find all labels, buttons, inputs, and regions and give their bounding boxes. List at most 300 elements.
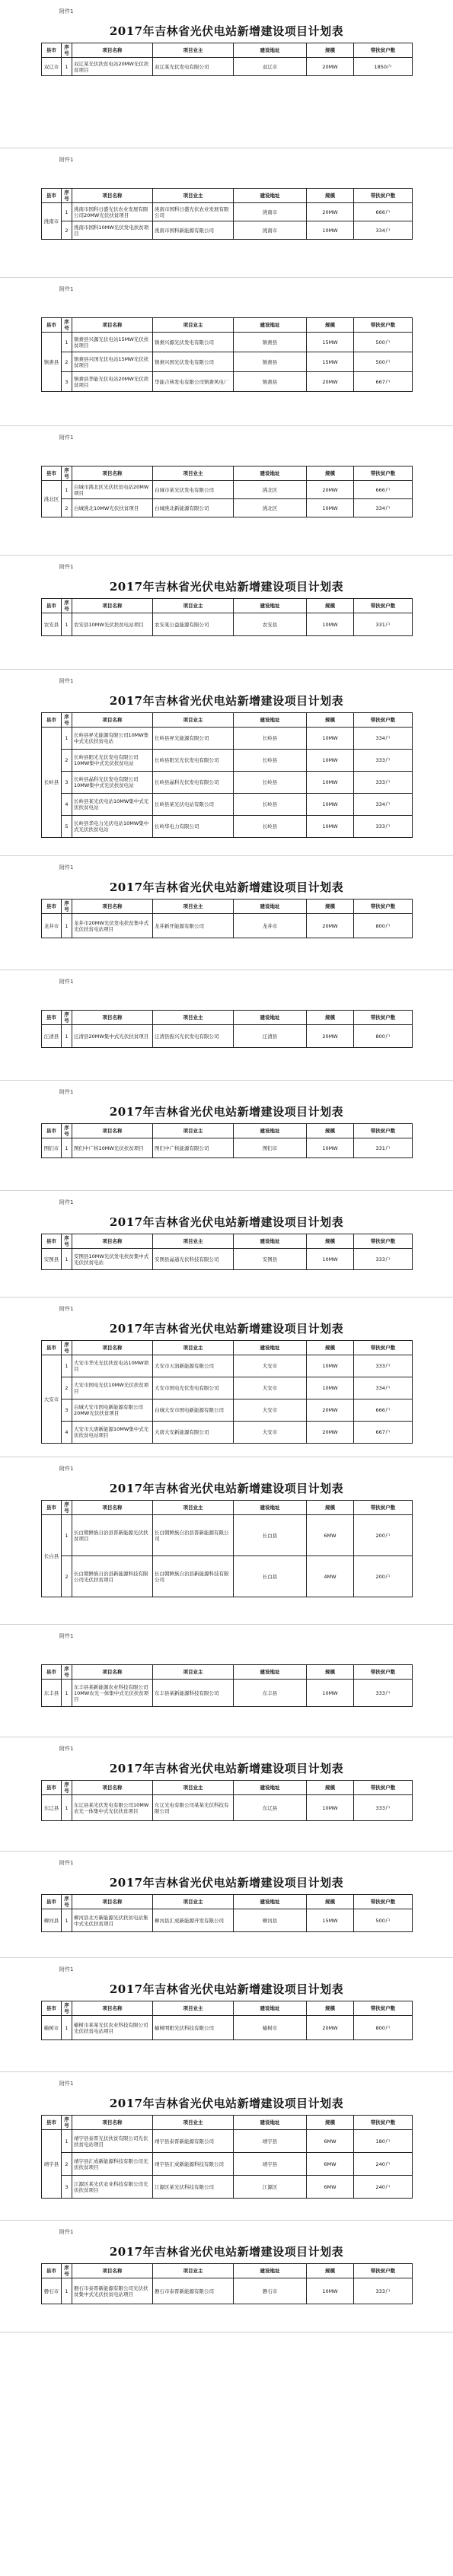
project-name: 图们中广核10MW光伏扶贫项目 bbox=[72, 1138, 153, 1158]
build-site: 镇赉县 bbox=[234, 352, 307, 372]
project-name: 榆树市某某光伏农业科技有限公司光伏扶贫电站项目 bbox=[72, 2016, 153, 2040]
project-name: 镇赉县兴源光伏电站15MW光伏扶贫项目 bbox=[72, 333, 153, 352]
project-owner: 白城洮北新能源有限公司 bbox=[153, 499, 234, 517]
header-county: 县市 bbox=[42, 2264, 62, 2278]
project-owner: 大安市国电光伏发电有限公司 bbox=[153, 1377, 234, 1399]
build-site: 靖宇县 bbox=[234, 2130, 307, 2153]
build-site: 长白县 bbox=[234, 1556, 307, 1597]
project-owner: 长岭县晶科光伏发电有限公司 bbox=[153, 772, 234, 794]
header-scale: 规模 bbox=[307, 599, 354, 613]
build-site: 长岭县 bbox=[234, 750, 307, 772]
table-row bbox=[42, 1422, 413, 1444]
table-row bbox=[42, 499, 413, 517]
table-row bbox=[42, 481, 413, 499]
plan-section bbox=[0, 970, 453, 1081]
page-title: 2017年吉林省光伏电站新增建设项目计划表 bbox=[109, 694, 344, 708]
table-header-row bbox=[42, 189, 413, 203]
households: 334户 bbox=[354, 221, 413, 240]
plan-table bbox=[41, 188, 413, 240]
header-project: 项目名称 bbox=[72, 1665, 153, 1680]
header-households: 带扶贫户数 bbox=[354, 1501, 413, 1515]
capacity: 6MW bbox=[307, 1515, 354, 1556]
table-row bbox=[42, 1138, 413, 1158]
plan-table bbox=[41, 1894, 413, 1932]
project-owner: 洮南市国科日盛光伏农业发展有限公司 bbox=[153, 203, 234, 221]
header-site: 建设地址 bbox=[234, 900, 307, 914]
header-county: 县市 bbox=[42, 1234, 62, 1249]
header-site: 建设地址 bbox=[234, 1665, 307, 1680]
build-site: 长岭县 bbox=[234, 772, 307, 794]
header-households: 带扶贫户数 bbox=[354, 2001, 413, 2016]
households: 333户 bbox=[354, 750, 413, 772]
header-households: 带扶贫户数 bbox=[354, 1341, 413, 1355]
table-header-row bbox=[42, 1124, 413, 1138]
plan-table bbox=[41, 1010, 413, 1048]
page-title: 2017年吉林省光伏电站新增建设项目计划表 bbox=[109, 880, 344, 894]
households: 500户 bbox=[354, 352, 413, 372]
project-owner: 柳河县汇成新能源开发有限公司 bbox=[153, 1909, 234, 1932]
header-project: 项目名称 bbox=[72, 1124, 153, 1138]
plan-section bbox=[0, 856, 453, 970]
project-name: 靖宇县泰晋光伏扶贫有限公司光伏扶贫电站项目 bbox=[72, 2130, 153, 2153]
table-header-row bbox=[42, 1011, 413, 1025]
header-households: 带扶贫户数 bbox=[354, 713, 413, 728]
project-owner: 江源区某光伏科技有限公司 bbox=[153, 2176, 234, 2199]
row-number: 1 bbox=[62, 613, 72, 636]
row-number: 1 bbox=[62, 58, 72, 76]
plan-section bbox=[0, 0, 453, 148]
table-row bbox=[42, 1680, 413, 1707]
households: 334户 bbox=[354, 499, 413, 517]
table-row bbox=[42, 2153, 413, 2176]
header-scale: 规模 bbox=[307, 318, 354, 333]
capacity: 10MW bbox=[307, 1138, 354, 1158]
table-header-row bbox=[42, 2001, 413, 2016]
county-cell: 大安市 bbox=[42, 1355, 62, 1444]
page-title: 2017年吉林省光伏电站新增建设项目计划表 bbox=[109, 1482, 344, 1495]
row-number: 2 bbox=[62, 1556, 72, 1597]
plan-section bbox=[0, 278, 453, 426]
capacity: 10MW bbox=[307, 1249, 354, 1270]
annex-label: 附件1 bbox=[59, 1966, 74, 1973]
build-site: 汪清县 bbox=[234, 1025, 307, 1048]
capacity: 10MW bbox=[307, 794, 354, 816]
build-site: 榆树市 bbox=[234, 2016, 307, 2040]
plan-table bbox=[41, 1664, 413, 1707]
header-scale: 规模 bbox=[307, 43, 354, 58]
table-header-row bbox=[42, 1341, 413, 1355]
plan-table bbox=[41, 712, 413, 838]
county-cell: 双辽市 bbox=[42, 58, 62, 76]
row-number: 1 bbox=[62, 333, 72, 352]
project-owner: 靖宇县汇成新能源科技有限公司 bbox=[153, 2153, 234, 2176]
households: 800户 bbox=[354, 2016, 413, 2040]
row-number: 2 bbox=[62, 221, 72, 240]
county-cell: 东丰县 bbox=[42, 1680, 62, 1707]
capacity: 10MW bbox=[307, 613, 354, 636]
page-title: 2017年吉林省光伏电站新增建设项目计划表 bbox=[109, 1215, 344, 1229]
households: 200户 bbox=[354, 1515, 413, 1556]
header-project: 项目名称 bbox=[72, 1895, 153, 1909]
header-project: 项目名称 bbox=[72, 466, 153, 481]
table-row bbox=[42, 1249, 413, 1270]
plan-table bbox=[41, 2263, 413, 2304]
capacity: 20MW bbox=[307, 372, 354, 392]
project-name: 农安县10MW光伏扶贫电站项目 bbox=[72, 613, 153, 636]
annex-label: 附件1 bbox=[59, 1860, 74, 1866]
capacity: 15MW bbox=[307, 352, 354, 372]
header-households: 带扶贫户数 bbox=[354, 599, 413, 613]
project-owner: 磐石市泰晋新能源有限公司 bbox=[153, 2278, 234, 2304]
county-cell: 东辽县 bbox=[42, 1795, 62, 1821]
table-row bbox=[42, 728, 413, 750]
households: 666户 bbox=[354, 481, 413, 499]
capacity: 20MW bbox=[307, 914, 354, 938]
plan-section bbox=[0, 1298, 453, 1457]
table-row bbox=[42, 1795, 413, 1821]
project-owner: 镇赉兴源光伏发电有限公司 bbox=[153, 333, 234, 352]
header-scale: 规模 bbox=[307, 1781, 354, 1795]
county-cell: 长岭县 bbox=[42, 728, 62, 838]
row-number: 1 bbox=[62, 2016, 72, 2040]
plan-section bbox=[0, 2221, 453, 2332]
row-number: 1 bbox=[62, 1138, 72, 1158]
header-scale: 规模 bbox=[307, 1665, 354, 1680]
households: 500户 bbox=[354, 333, 413, 352]
build-site: 大安市 bbox=[234, 1377, 307, 1399]
capacity: 20MW bbox=[307, 1422, 354, 1444]
header-owner: 项目业主 bbox=[153, 1011, 234, 1025]
table-row bbox=[42, 1556, 413, 1597]
build-site: 大安市 bbox=[234, 1399, 307, 1422]
table-row bbox=[42, 2016, 413, 2040]
county-cell: 磐石市 bbox=[42, 2278, 62, 2304]
row-number: 1 bbox=[62, 1025, 72, 1048]
plan-section bbox=[0, 1191, 453, 1298]
project-owner: 汪清县振兴光伏发电有限公司 bbox=[153, 1025, 234, 1048]
page-title: 2017年吉林省光伏电站新增建设项目计划表 bbox=[109, 2097, 344, 2110]
header-project: 项目名称 bbox=[72, 713, 153, 728]
plan-section bbox=[0, 1958, 453, 2072]
households: 666户 bbox=[354, 203, 413, 221]
header-owner: 项目业主 bbox=[153, 189, 234, 203]
annex-label: 附件1 bbox=[59, 2229, 74, 2235]
header-owner: 项目业主 bbox=[153, 2116, 234, 2130]
row-number: 5 bbox=[62, 816, 72, 838]
header-scale: 规模 bbox=[307, 1011, 354, 1025]
header-project: 项目名称 bbox=[72, 189, 153, 203]
capacity: 10MW bbox=[307, 221, 354, 240]
capacity: 15MW bbox=[307, 1909, 354, 1932]
project-owner: 长岭华电力有限公司 bbox=[153, 816, 234, 838]
header-no: 序号 bbox=[62, 1781, 72, 1795]
capacity: 20MW bbox=[307, 481, 354, 499]
page-title: 2017年吉林省光伏电站新增建设项目计划表 bbox=[109, 1105, 344, 1119]
header-no: 序号 bbox=[62, 900, 72, 914]
row-number: 3 bbox=[62, 372, 72, 392]
header-households: 带扶贫户数 bbox=[354, 466, 413, 481]
households: 331户 bbox=[354, 613, 413, 636]
header-households: 带扶贫户数 bbox=[354, 1011, 413, 1025]
project-owner: 白城市某光伏发电有限公司 bbox=[153, 481, 234, 499]
project-name: 长岭县某光伏电站10MW集中式光伏扶贫电站 bbox=[72, 794, 153, 816]
project-name: 白城洮北10MW光伏扶贫项目 bbox=[72, 499, 153, 517]
annex-label: 附件1 bbox=[59, 8, 74, 14]
row-number: 1 bbox=[62, 1249, 72, 1270]
table-row bbox=[42, 352, 413, 372]
header-site: 建设地址 bbox=[234, 1124, 307, 1138]
annex-label: 附件1 bbox=[59, 865, 74, 871]
header-owner: 项目业主 bbox=[153, 713, 234, 728]
plan-section bbox=[0, 1081, 453, 1191]
households: 334户 bbox=[354, 728, 413, 750]
table-row bbox=[42, 1515, 413, 1556]
project-name: 长岭县晶科光伏发电有限公司10MW集中式光伏扶贫电站 bbox=[72, 772, 153, 794]
header-owner: 项目业主 bbox=[153, 318, 234, 333]
header-project: 项目名称 bbox=[72, 2001, 153, 2016]
table-row bbox=[42, 794, 413, 816]
project-owner: 长岭县阳光光伏发电有限公司 bbox=[153, 750, 234, 772]
build-site: 农安县 bbox=[234, 613, 307, 636]
header-site: 建设地址 bbox=[234, 1501, 307, 1515]
county-cell: 安图县 bbox=[42, 1249, 62, 1270]
row-number: 1 bbox=[62, 914, 72, 938]
project-owner: 榆树明阳光伏科技有限公司 bbox=[153, 2016, 234, 2040]
header-county: 县市 bbox=[42, 2116, 62, 2130]
row-number: 1 bbox=[62, 203, 72, 221]
project-owner: 大唐大安新能源有限公司 bbox=[153, 1422, 234, 1444]
capacity: 20MW bbox=[307, 1399, 354, 1422]
table-header-row bbox=[42, 1665, 413, 1680]
capacity: 4MW bbox=[307, 1556, 354, 1597]
page-title: 2017年吉林省光伏电站新增建设项目计划表 bbox=[109, 2245, 344, 2259]
row-number: 2 bbox=[62, 499, 72, 517]
header-households: 带扶贫户数 bbox=[354, 318, 413, 333]
row-number: 1 bbox=[62, 1795, 72, 1821]
header-owner: 项目业主 bbox=[153, 1781, 234, 1795]
plan-section bbox=[0, 426, 453, 556]
row-number: 1 bbox=[62, 2130, 72, 2153]
plan-table bbox=[41, 1234, 413, 1270]
header-county: 县市 bbox=[42, 1124, 62, 1138]
table-header-row bbox=[42, 318, 413, 333]
table-row bbox=[42, 772, 413, 794]
capacity: 15MW bbox=[307, 333, 354, 352]
header-no: 序号 bbox=[62, 2264, 72, 2278]
header-scale: 规模 bbox=[307, 2264, 354, 2278]
header-project: 项目名称 bbox=[72, 1341, 153, 1355]
plan-table bbox=[41, 1780, 413, 1821]
annex-label: 附件1 bbox=[59, 1199, 74, 1205]
header-no: 序号 bbox=[62, 318, 72, 333]
header-households: 带扶贫户数 bbox=[354, 1895, 413, 1909]
header-county: 县市 bbox=[42, 599, 62, 613]
project-owner: 龙井新开能源有限公司 bbox=[153, 914, 234, 938]
table-row bbox=[42, 203, 413, 221]
build-site: 安图县 bbox=[234, 1249, 307, 1270]
table-row bbox=[42, 2176, 413, 2199]
households: 666户 bbox=[354, 1399, 413, 1422]
project-name: 龙井市20MW光伏发电扶贫集中式光伏扶贫电站项目 bbox=[72, 914, 153, 938]
header-owner: 项目业主 bbox=[153, 1665, 234, 1680]
table-row bbox=[42, 1399, 413, 1422]
row-number: 1 bbox=[62, 1909, 72, 1932]
row-number: 2 bbox=[62, 750, 72, 772]
header-owner: 项目业主 bbox=[153, 43, 234, 58]
build-site: 洮南市 bbox=[234, 221, 307, 240]
annex-label: 附件1 bbox=[59, 1633, 74, 1639]
project-owner: 东丰县某新能源科技有限公司 bbox=[153, 1680, 234, 1707]
build-site: 长岭县 bbox=[234, 728, 307, 750]
header-households: 带扶贫户数 bbox=[354, 1781, 413, 1795]
project-owner: 靖宇县泰晋新能源有限公司 bbox=[153, 2130, 234, 2153]
plan-table bbox=[41, 1340, 413, 1444]
build-site: 长岭县 bbox=[234, 794, 307, 816]
table-row bbox=[42, 613, 413, 636]
capacity: 10MW bbox=[307, 1795, 354, 1821]
build-site: 大安市 bbox=[234, 1422, 307, 1444]
households: 333户 bbox=[354, 816, 413, 838]
annex-label: 附件1 bbox=[59, 435, 74, 441]
table-header-row bbox=[42, 2264, 413, 2278]
row-number: 1 bbox=[62, 1680, 72, 1707]
row-number: 1 bbox=[62, 1355, 72, 1377]
annex-label: 附件1 bbox=[59, 286, 74, 292]
county-cell: 镇赉县 bbox=[42, 333, 62, 392]
header-households: 带扶贫户数 bbox=[354, 43, 413, 58]
project-name: 镇赉县兴国光伏电站15MW光伏扶贫项目 bbox=[72, 352, 153, 372]
header-project: 项目名称 bbox=[72, 318, 153, 333]
project-name: 双辽某光伏扶贫电站20MW光伏扶贫项目 bbox=[72, 58, 153, 76]
header-county: 县市 bbox=[42, 318, 62, 333]
header-households: 带扶贫户数 bbox=[354, 1665, 413, 1680]
project-name: 柳河县北方新能源光伏扶贫电站集中式光伏扶贫项目 bbox=[72, 1909, 153, 1932]
table-row bbox=[42, 750, 413, 772]
page-title: 2017年吉林省光伏电站新增建设项目计划表 bbox=[109, 1982, 344, 1996]
households: 800户 bbox=[354, 914, 413, 938]
project-name: 靖宇县汇成新能源科技有限公司光伏扶贫项目 bbox=[72, 2153, 153, 2176]
households: 800户 bbox=[354, 1025, 413, 1048]
households: 331户 bbox=[354, 1138, 413, 1158]
build-site: 磐石市 bbox=[234, 2278, 307, 2304]
row-number: 1 bbox=[62, 1515, 72, 1556]
row-number: 2 bbox=[62, 2153, 72, 2176]
households: 180户 bbox=[354, 2130, 413, 2153]
header-households: 带扶贫户数 bbox=[354, 2116, 413, 2130]
capacity: 10MW bbox=[307, 816, 354, 838]
plan-table bbox=[41, 1500, 413, 1597]
header-site: 建设地址 bbox=[234, 1234, 307, 1249]
plan-section bbox=[0, 1625, 453, 1737]
project-owner: 安图县晶通光伏科技有限公司 bbox=[153, 1249, 234, 1270]
annex-label: 附件1 bbox=[59, 678, 74, 684]
row-number: 3 bbox=[62, 2176, 72, 2199]
build-site: 柳河县 bbox=[234, 1909, 307, 1932]
plan-section bbox=[0, 148, 453, 278]
header-project: 项目名称 bbox=[72, 2264, 153, 2278]
capacity: 20MW bbox=[307, 2016, 354, 2040]
table-header-row bbox=[42, 900, 413, 914]
build-site: 镇赉县 bbox=[234, 372, 307, 392]
plan-section bbox=[0, 556, 453, 670]
county-cell: 靖宇县 bbox=[42, 2130, 62, 2199]
header-households: 带扶贫户数 bbox=[354, 189, 413, 203]
build-site: 洮北区 bbox=[234, 499, 307, 517]
build-site: 洮北区 bbox=[234, 481, 307, 499]
project-name: 长岭县华电力光伏电站10MW集中式光伏扶贫电站 bbox=[72, 816, 153, 838]
table-row bbox=[42, 1377, 413, 1399]
header-project: 项目名称 bbox=[72, 1781, 153, 1795]
build-site: 图们市 bbox=[234, 1138, 307, 1158]
households: 1850户 bbox=[354, 58, 413, 76]
row-number: 4 bbox=[62, 794, 72, 816]
county-cell: 洮南市 bbox=[42, 203, 62, 240]
row-number: 1 bbox=[62, 481, 72, 499]
households: 667户 bbox=[354, 1422, 413, 1444]
project-name: 安图县10MW光伏发电扶贫集中式光伏扶贫电站 bbox=[72, 1249, 153, 1270]
table-row bbox=[42, 914, 413, 938]
plan-table bbox=[41, 466, 413, 517]
page-title: 2017年吉林省光伏电站新增建设项目计划表 bbox=[109, 1322, 344, 1336]
build-site: 镇赉县 bbox=[234, 333, 307, 352]
project-owner: 双辽某光伏发电有限公司 bbox=[153, 58, 234, 76]
plan-section bbox=[0, 1852, 453, 1958]
project-owner: 长白朝鲜族自治县晋新能源有限公司 bbox=[153, 1515, 234, 1556]
header-owner: 项目业主 bbox=[153, 466, 234, 481]
households: 500户 bbox=[354, 1909, 413, 1932]
project-name: 白城市洮北区光伏扶贫电站20MW项目 bbox=[72, 481, 153, 499]
project-name: 洮南市国科10MW光伏发电扶贫项目 bbox=[72, 221, 153, 240]
row-number: 4 bbox=[62, 1422, 72, 1444]
project-owner: 洮南市国科新能源有限公司 bbox=[153, 221, 234, 240]
annex-label: 附件1 bbox=[59, 2081, 74, 2087]
county-cell: 龙井市 bbox=[42, 914, 62, 938]
header-no: 序号 bbox=[62, 466, 72, 481]
households: 667户 bbox=[354, 372, 413, 392]
households: 200户 bbox=[354, 1556, 413, 1597]
header-owner: 项目业主 bbox=[153, 900, 234, 914]
build-site: 龙井市 bbox=[234, 914, 307, 938]
header-project: 项目名称 bbox=[72, 1234, 153, 1249]
annex-label: 附件1 bbox=[59, 979, 74, 985]
table-header-row bbox=[42, 466, 413, 481]
build-site: 东丰县 bbox=[234, 1680, 307, 1707]
header-scale: 规模 bbox=[307, 1341, 354, 1355]
project-name: 长白朝鲜族自治县晋新能源光伏扶贫项目 bbox=[72, 1515, 153, 1556]
header-no: 序号 bbox=[62, 1234, 72, 1249]
table-row bbox=[42, 2130, 413, 2153]
plan-table bbox=[41, 317, 413, 392]
capacity: 6MW bbox=[307, 2130, 354, 2153]
county-cell: 洮北区 bbox=[42, 481, 62, 517]
project-owner: 长岭县昇光能源有限公司 bbox=[153, 728, 234, 750]
build-site: 长岭县 bbox=[234, 816, 307, 838]
header-site: 建设地址 bbox=[234, 713, 307, 728]
table-header-row bbox=[42, 1895, 413, 1909]
header-no: 序号 bbox=[62, 1341, 72, 1355]
capacity: 10MW bbox=[307, 750, 354, 772]
project-owner: 长岭县某光伏电站有限公司 bbox=[153, 794, 234, 816]
header-households: 带扶贫户数 bbox=[354, 2264, 413, 2278]
table-header-row bbox=[42, 43, 413, 58]
header-county: 县市 bbox=[42, 2001, 62, 2016]
project-name: 洮南市国科日盛光伏农业发展有限公司20MW光伏扶贫项目 bbox=[72, 203, 153, 221]
header-households: 带扶贫户数 bbox=[354, 900, 413, 914]
header-county: 县市 bbox=[42, 1011, 62, 1025]
county-cell: 汪清县 bbox=[42, 1025, 62, 1048]
header-site: 建设地址 bbox=[234, 43, 307, 58]
project-owner: 东辽光电有限公司某某光伏科技有限公司 bbox=[153, 1795, 234, 1821]
